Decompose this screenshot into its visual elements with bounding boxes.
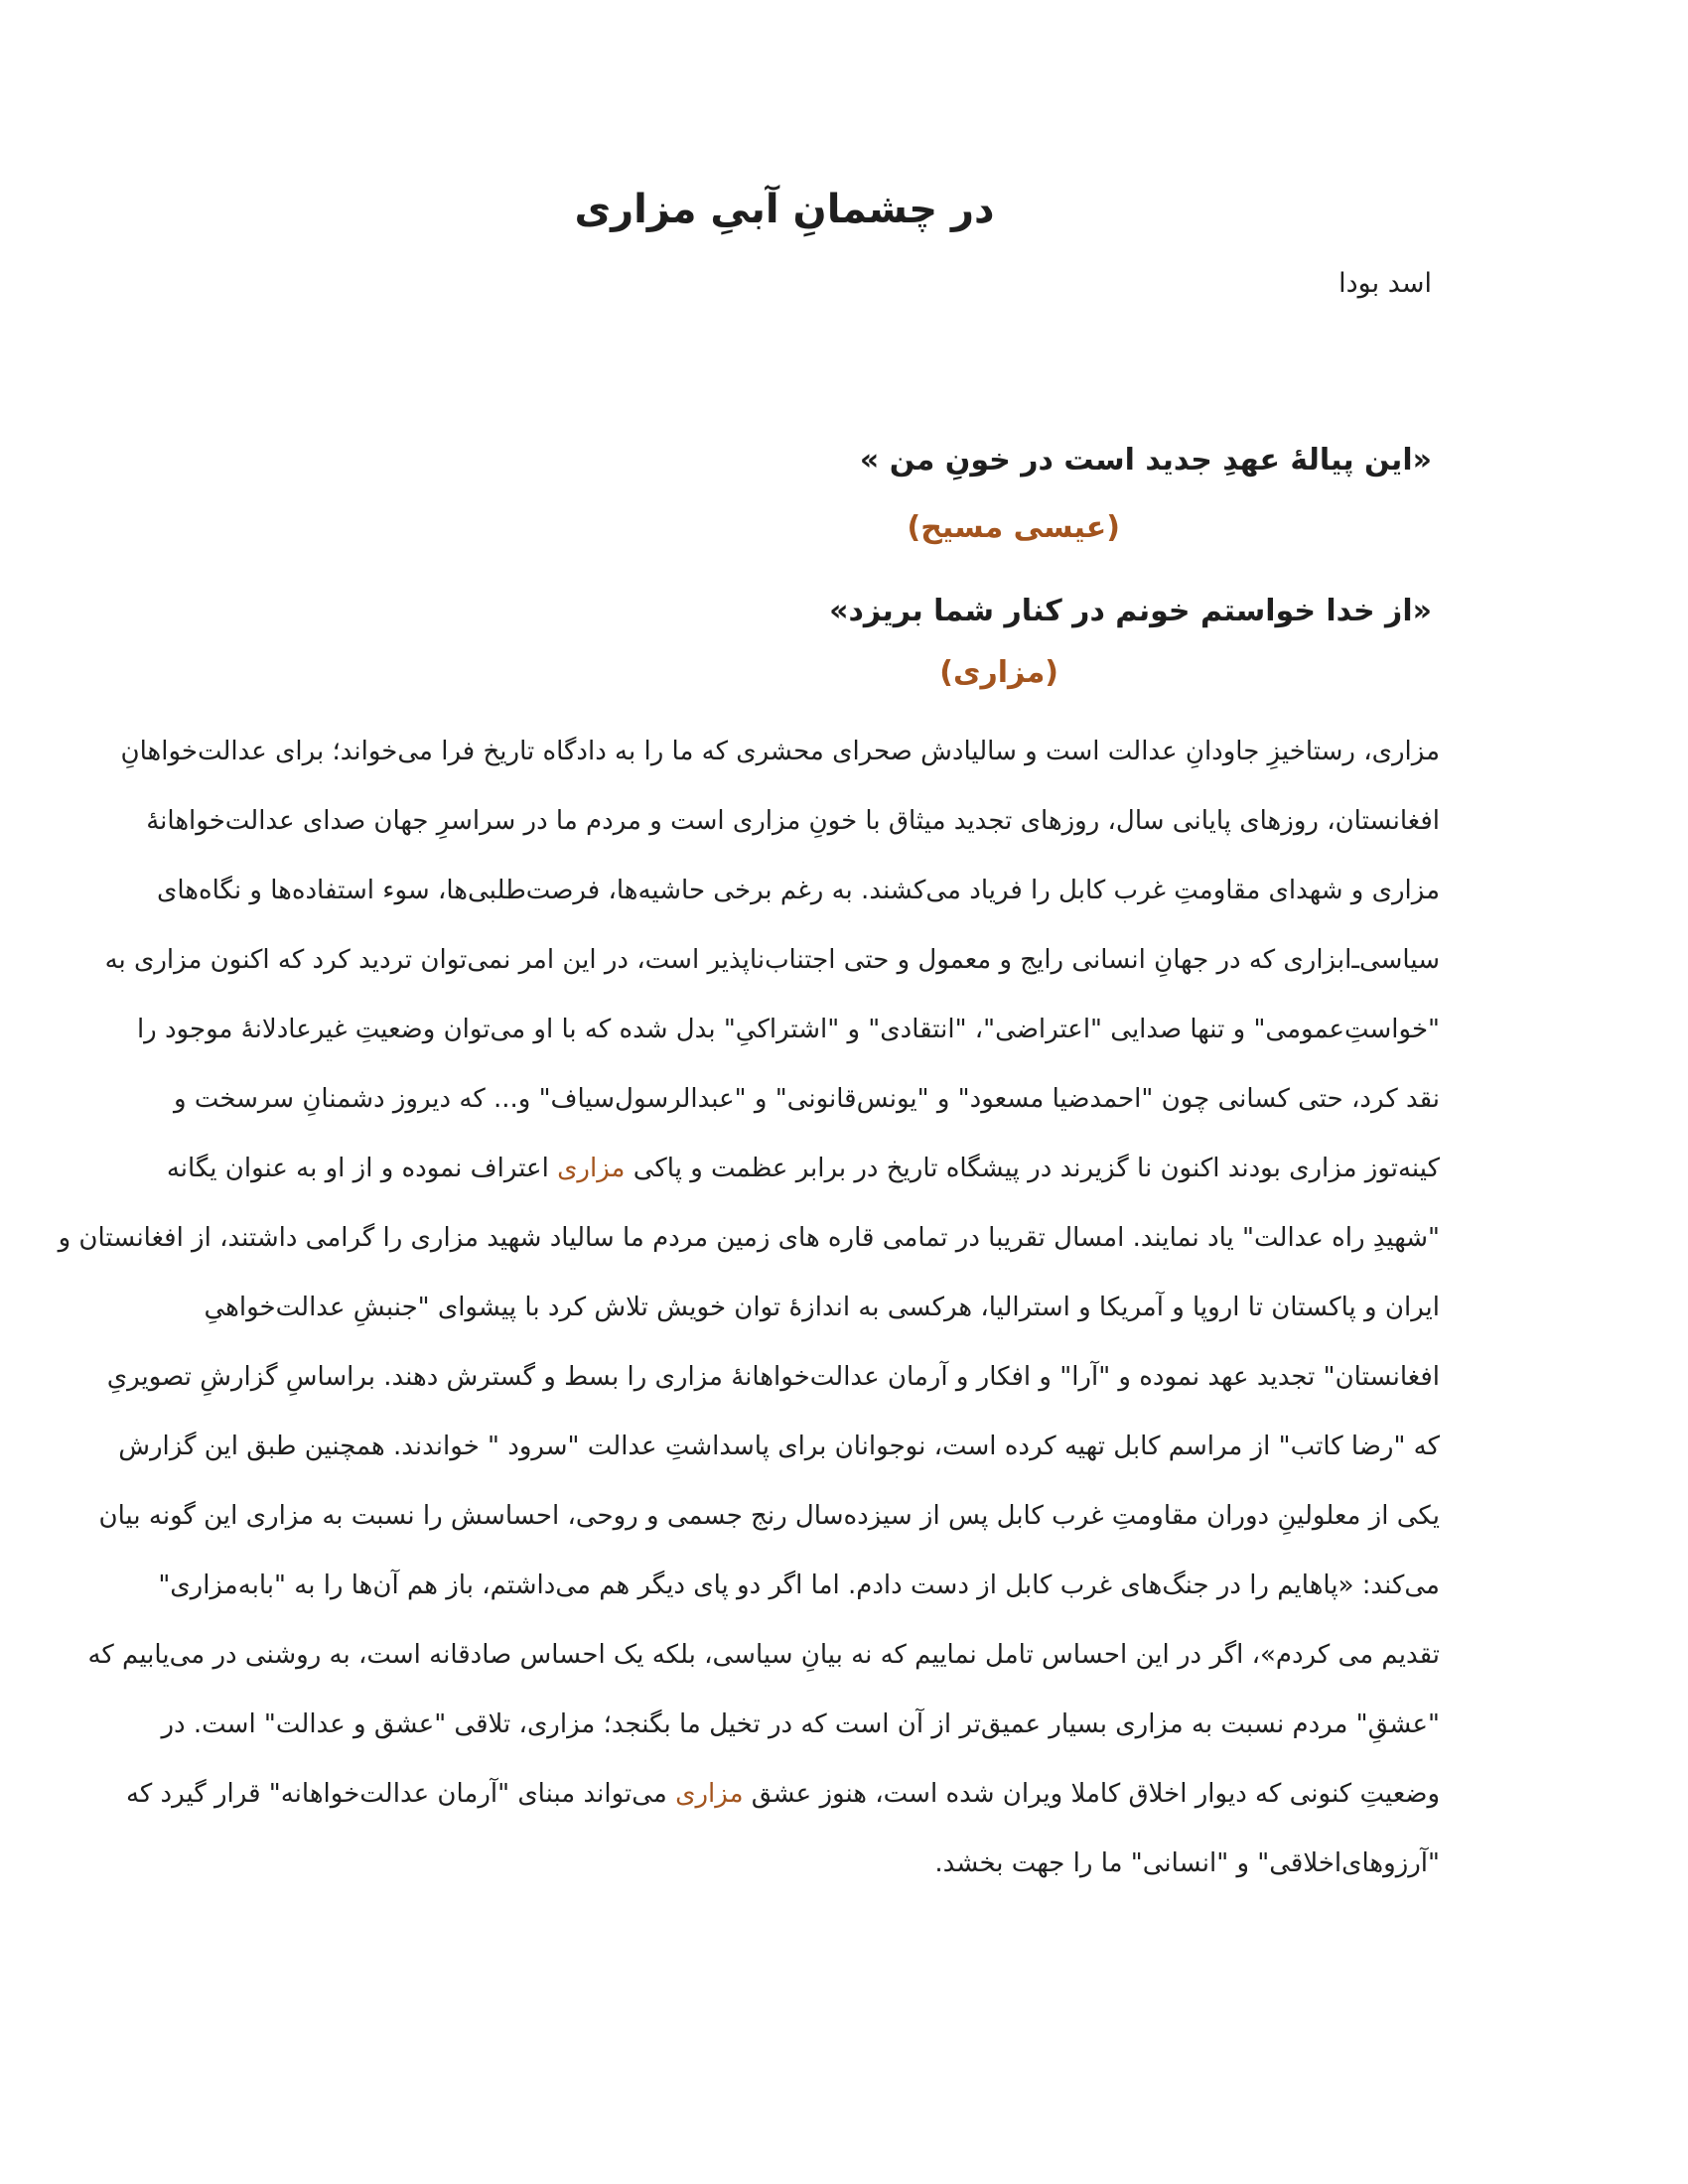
body-text-line <box>204 1273 1440 1342</box>
body-text-segment: افغانستان" تجدید عهد نموده و "آرا" و افکار و آرمان عدالت‌خواهانهٔ مزاری را بسط و گسترش دهند. براساسِ گزارشِ تصویریِ <box>106 1362 1440 1392</box>
body-text-segment: مزاری و شهدای مقاومتِ غرب کابل را فریاد می‌کشند. به رغم برخی حاشیه‌ها، فرصت‌طلبی‌ها، سوء استفاده‌ها و نگاه‌های <box>157 876 1440 905</box>
quote-attribution-mazari: (مزاری) <box>939 655 1058 690</box>
body-text-segment: اعتراف نموده و از او به عنوان یگانه <box>166 1154 558 1183</box>
body-text-segment: ایران و پاکستان تا اروپا و آمریکا و استرالیا، هرکسی به اندازهٔ توان خویش تلاش کرد با پیشوای "جنبشِ عدالت‌خواهیِ <box>204 1293 1440 1322</box>
body-text-line <box>58 1203 1440 1273</box>
body-text-line <box>161 1690 1440 1759</box>
document-title: در چشمانِ آبیِ مزاری <box>574 187 995 232</box>
body-paragraph <box>58 717 1440 1898</box>
body-text-segment: کینه‌توز مزاری بودند اکنون نا گزیرند در پیشگاه تاریخ در برابر عظمت و پاکی <box>625 1154 1440 1183</box>
body-text-line <box>120 717 1440 786</box>
body-text-line <box>136 995 1440 1064</box>
body-text-segment: سیاسی‌ـ‌ابزاری که در جهانِ انسانی رایج و معمول و حتی اجتناب‌ناپذیر است، در این امر نمی‌توان تردید کرد که اکنون مزاری به <box>104 945 1440 975</box>
author-name: اسد بودا <box>1338 268 1432 299</box>
body-text-segment: وضعیتِ کنونی که دیوار اخلاق کاملا ویران شده است، هنوز عشق <box>743 1779 1440 1809</box>
body-text-line <box>174 1064 1440 1134</box>
body-text-line <box>158 1551 1440 1620</box>
quote-attribution-jesus: (عیسی مسیح) <box>907 510 1120 545</box>
body-text-line <box>146 786 1440 856</box>
body-text-segment: مزاری، رستاخیزِ جاودانِ عدالت است و سالیادش صحرای محشری که ما را به دادگاه تاریخ فرا می‌خواند؛ برای عدالت‌خواهانِ <box>120 737 1440 766</box>
highlighted-word-mazari: مزاری <box>557 1154 626 1183</box>
body-text-line <box>223 1829 1440 1898</box>
body-text-line <box>98 1481 1440 1551</box>
body-text-line <box>104 925 1440 995</box>
body-text-line <box>87 1620 1440 1690</box>
body-text-segment: "عشقِ" مردم نسبت به مزاری بسیار عمیق‌تر از آن است که در تخیل ما بگنجد؛ مزاری، تلاقی "عشق و عدالت" است. در <box>161 1709 1440 1739</box>
body-text-segment: افغانستان، روزهای پایانی سال، روزهای تجدید میثاق با خونِ مزاری است و مردم ما در سراسرِ جهان صدای عدالت‌خواهانهٔ <box>146 806 1440 836</box>
body-text-segment: تقدیم می کردم»، اگر در این احساس تامل نماییم که نه بیانِ سیاسی، بلکه یک احساس صادقانه است، به روشنی در می‌یابیم که <box>87 1640 1440 1670</box>
body-text-segment: "آرزوهای‌اخلاقی" و "انسانی" ما را جهت بخشد. <box>934 1848 1440 1878</box>
body-text-segment: می‌کند: «پاهایم را در جنگ‌های غرب کابل از دست دادم. اما اگر دو پای دیگر هم می‌داشتم، باز هم آن‌ها را به "بابه‌مزاری" <box>158 1570 1440 1600</box>
quote-text-jesus: «این پیالهٔ عهدِ جدید است در خونِ من » <box>859 443 1432 478</box>
body-text-line <box>106 1342 1440 1412</box>
body-text-segment: "خواستِ‌عمومی" و تنها صدایی "اعتراضی"، "انتقادی" و "اشتراکیِ" بدل شده که با او می‌توان وضعیتِ غیرعادلانهٔ موجود را <box>136 1015 1440 1044</box>
body-text-line <box>125 1759 1440 1829</box>
body-text-segment: نقد کرد، حتی کسانی چون "احمدضیا مسعود" و "یونس‌قانونی" و "عبدالرسول‌سیاف" و... که دیروز دشمنانِ سرسخت و <box>174 1084 1440 1114</box>
body-text-line <box>118 1412 1440 1481</box>
body-text-segment: می‌تواند مبنای "آرمان عدالت‌خواهانه" قرار گیرد که <box>125 1779 676 1809</box>
body-text-segment: یکی از معلولینِ دوران مقاومتِ غرب کابل پس از سیزده‌سال رنج جسمی و روحی، احساسش را نسبت به مزاری این گونه بیان <box>98 1501 1440 1531</box>
quote-text-mazari: «از خدا خواستم خونم در کنار شما بریزد» <box>829 594 1432 628</box>
body-text-line <box>166 1134 1440 1203</box>
body-text-segment: که "رضا کاتب" از مراسم کابل تهیه کرده است، نوجوانان برای پاسداشتِ عدالت "سرود " خواندند. همچنین طبق این گزارش <box>118 1432 1440 1461</box>
body-text-line <box>157 856 1440 925</box>
body-text-segment: "شهیدِ راه عدالت" یاد نمایند. امسال تقریبا در تمامی قاره های زمین مردم ما سالیاد شهید مزاری را گرامی داشتند، از افغانستان و <box>58 1223 1440 1253</box>
highlighted-word-mazari: مزاری <box>675 1779 744 1809</box>
